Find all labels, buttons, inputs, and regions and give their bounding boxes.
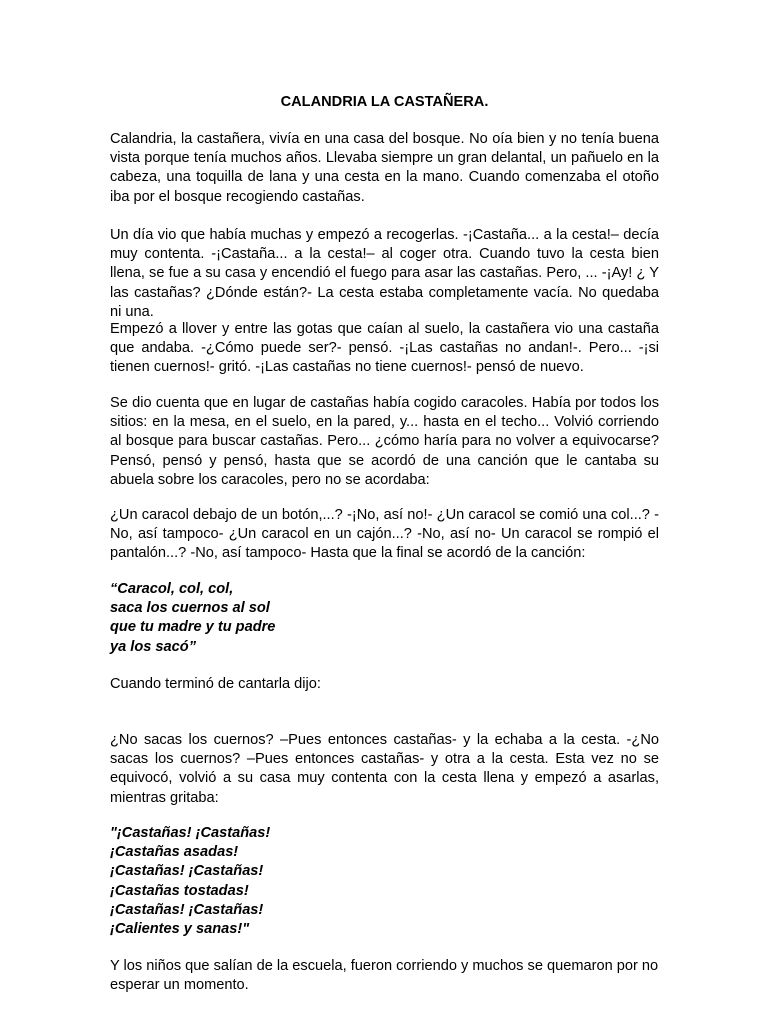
paragraph-5: ¿Un caracol debajo de un botón,...? -¡No, así no!- ¿Un caracol se comió una col...? -No, así tampoco- ¿Un caracol en un cajón...? -No, así no- Un caracol se rompió el pantalón...? -No, así tampoco- Hasta que la final se acordó de la canción: <box>110 507 659 562</box>
verse-line: ya los sacó” <box>110 638 196 655</box>
paragraph-8: Y los niños que salían de la escuela, fueron corriendo y muchos se quemaron por no esperar un momento. <box>110 958 659 994</box>
verse-line: saca los cuernos al sol <box>110 600 270 617</box>
paragraph-2: Un día vio que había muchas y empezó a recogerlas. -¡Castaña... a la cesta!– decía muy contenta. -¡Castaña... a la cesta!– al coger otra. Cuando tuvo la cesta bien llena, se fue a su casa y encendió el fuego para asar las castañas. Pero, ... -¡Ay! ¿ Y las castañas? ¿Dónde están?- La cesta estaba completamente vacía. No quedaba ni una. <box>110 227 659 320</box>
paragraph-7: ¿No sacas los cuernos? –Pues entonces castañas- y la echaba a la cesta. -¿No sacas los cuernos? –Pues entonces castañas- y otra a la cesta. Esta vez no se equivocó, volvió a su casa muy contenta con la cesta llena y empezó a asarlas, mientras gritaba: <box>110 732 659 806</box>
chant-verse <box>110 824 659 939</box>
document-title: CALANDRIA LA CASTAÑERA. <box>280 94 489 110</box>
song-verse <box>110 580 659 657</box>
verse-line: ¡Castañas! ¡Castañas! <box>110 901 264 918</box>
paragraph-3: Empezó a llover y entre las gotas que caían al suelo, la castañera vio una castaña que andaba. -¿Cómo puede ser?- pensó. -¡Las castañas no andan!-. Pero... -¡si tienen cuernos!- gritó. -¡Las castañas no tiene cuernos!- pensó de nuevo. <box>110 321 659 376</box>
paragraph-6: Cuando terminó de cantarla dijo: <box>110 676 321 692</box>
verse-line: ¡Castañas! ¡Castañas! <box>110 863 264 880</box>
verse-line: "¡Castañas! ¡Castañas! <box>110 825 271 841</box>
verse-line: ¡Castañas tostadas! <box>110 882 249 899</box>
verse-line: que tu madre y tu padre <box>110 619 276 636</box>
verse-line: ¡Calientes y sanas!" <box>110 921 250 938</box>
verse-line: ¡Castañas asadas! <box>110 844 239 861</box>
paragraph-1: Calandria, la castañera, vivía en una casa del bosque. No oía bien y no tenía buena vista porque tenía muchos años. Llevaba siempre un gran delantal, un pañuelo en la cabeza, una toquilla de lana y una cesta en la mano. Cuando comenzaba el otoño iba por el bosque recogiendo castañas. <box>110 131 659 205</box>
verse-line: “Caracol, col, col, <box>110 581 234 597</box>
paragraph-4: Se dio cuenta que en lugar de castañas había cogido caracoles. Había por todos los sitios: en la mesa, en el suelo, en la pared, y... hasta en el techo... Volvió corriendo al bosque para buscar castañas. Pero... ¿cómo haría para no volver a equivocarse? Pensó, pensó y pensó, hasta que se acordó de una canción que le cantaba su abuela sobre los caracoles, pero no se acordaba: <box>110 395 659 488</box>
